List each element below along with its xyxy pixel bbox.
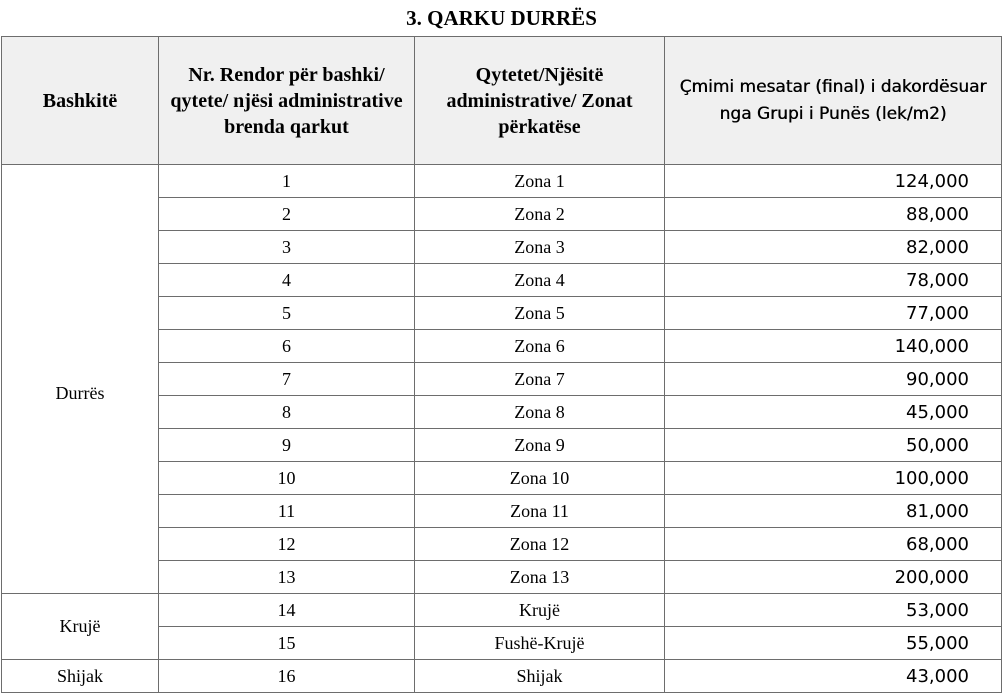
row-number-cell: 11 bbox=[159, 495, 415, 528]
price-cell: 77,000 bbox=[665, 297, 1002, 330]
municipality-cell bbox=[2, 594, 159, 660]
municipality-cell bbox=[2, 660, 159, 693]
row-number-cell: 2 bbox=[159, 198, 415, 231]
price-cell: 53,000 bbox=[665, 594, 1002, 627]
zone-cell: Zona 12 bbox=[415, 528, 665, 561]
zone-cell: Zona 7 bbox=[415, 363, 665, 396]
page-title: 3. QARKU DURRËS bbox=[406, 6, 597, 30]
price-cell: 50,000 bbox=[665, 429, 1002, 462]
row-number-cell: 6 bbox=[159, 330, 415, 363]
municipality-name: Shijak bbox=[56, 665, 103, 686]
row-number-cell: 10 bbox=[159, 462, 415, 495]
zone-cell: Shijak bbox=[415, 660, 665, 693]
zone-cell: Zona 1 bbox=[415, 165, 665, 198]
row-number-cell: 13 bbox=[159, 561, 415, 594]
price-cell: 200,000 bbox=[665, 561, 1002, 594]
zone-cell: Zona 11 bbox=[415, 495, 665, 528]
price-cell: 81,000 bbox=[665, 495, 1002, 528]
zone-cell: Zona 9 bbox=[415, 429, 665, 462]
municipality-cell bbox=[2, 165, 159, 594]
price-table bbox=[1, 36, 1002, 693]
zone-cell: Krujë bbox=[415, 594, 665, 627]
municipality-name: Krujë bbox=[59, 616, 101, 636]
zone-cell: Zona 10 bbox=[415, 462, 665, 495]
table-row bbox=[2, 660, 1002, 693]
zone-cell: Zona 8 bbox=[415, 396, 665, 429]
row-number-cell: 4 bbox=[159, 264, 415, 297]
zone-cell: Zona 13 bbox=[415, 561, 665, 594]
row-number-cell: 14 bbox=[159, 594, 415, 627]
price-cell: 78,000 bbox=[665, 264, 1002, 297]
price-cell: 82,000 bbox=[665, 231, 1002, 264]
header-bashkite: Bashkitë bbox=[2, 37, 159, 165]
row-number-cell: 12 bbox=[159, 528, 415, 561]
price-cell: 45,000 bbox=[665, 396, 1002, 429]
price-cell: 100,000 bbox=[665, 462, 1002, 495]
header-qytetet: Qytetet/Njësitë administrative/ Zonat përkatëse bbox=[415, 37, 665, 165]
header-nr-rendor: Nr. Rendor për bashki/ qytete/ njësi administrative brenda qarkut bbox=[159, 37, 415, 165]
table-row bbox=[2, 594, 1002, 627]
row-number-cell: 1 bbox=[159, 165, 415, 198]
row-number-cell: 8 bbox=[159, 396, 415, 429]
price-cell: 43,000 bbox=[665, 660, 1002, 693]
price-cell: 55,000 bbox=[665, 627, 1002, 660]
row-number-cell: 16 bbox=[159, 660, 415, 693]
zone-cell: Zona 5 bbox=[415, 297, 665, 330]
zone-cell: Fushë-Krujë bbox=[415, 627, 665, 660]
municipality-name: Durrës bbox=[55, 382, 105, 403]
price-cell: 124,000 bbox=[665, 165, 1002, 198]
zone-cell: Zona 4 bbox=[415, 264, 665, 297]
price-cell: 140,000 bbox=[665, 330, 1002, 363]
row-number-cell: 5 bbox=[159, 297, 415, 330]
row-number-cell: 3 bbox=[159, 231, 415, 264]
price-cell: 88,000 bbox=[665, 198, 1002, 231]
table-row bbox=[2, 165, 1002, 198]
row-number-cell: 7 bbox=[159, 363, 415, 396]
price-cell: 68,000 bbox=[665, 528, 1002, 561]
row-number-cell: 9 bbox=[159, 429, 415, 462]
header-row bbox=[2, 37, 1002, 165]
zone-cell: Zona 6 bbox=[415, 330, 665, 363]
table-body bbox=[2, 165, 1002, 693]
price-cell: 90,000 bbox=[665, 363, 1002, 396]
zone-cell: Zona 3 bbox=[415, 231, 665, 264]
row-number-cell: 15 bbox=[159, 627, 415, 660]
header-cmimi: Çmimi mesatar (final) i dakordësuar nga Grupi i Punës (lek/m2) bbox=[665, 37, 1002, 165]
zone-cell: Zona 2 bbox=[415, 198, 665, 231]
